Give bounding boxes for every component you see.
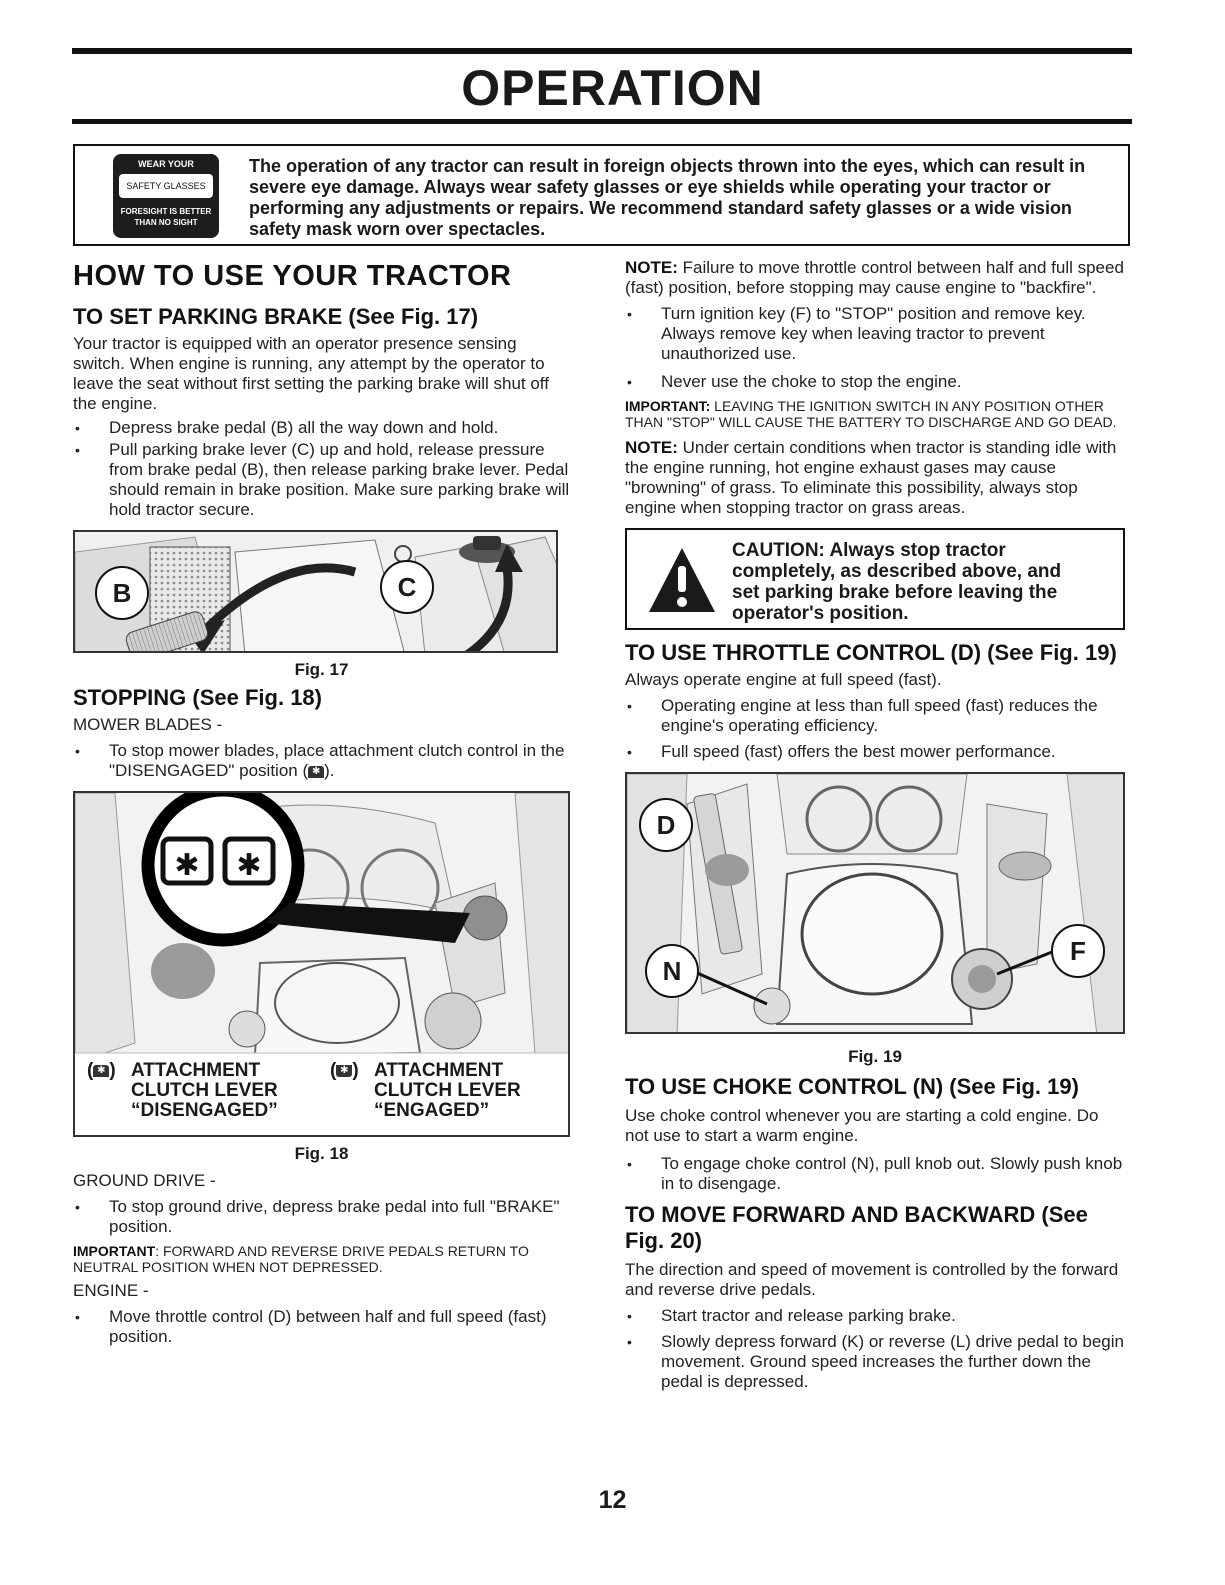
safety-warning-box	[73, 144, 1130, 246]
disengaged-legend	[87, 1061, 317, 1121]
engine-label: ENGINE -	[73, 1281, 149, 1300]
throttle-intro: Always operate engine at full speed (fast).	[625, 670, 942, 689]
figure-18-attachment-clutch	[73, 791, 570, 1137]
choke-steps	[625, 1154, 1125, 1194]
throttle-heading: TO USE THROTTLE CONTROL (D) (See Fig. 19)	[625, 640, 1117, 665]
safety-icon-bottom-text	[113, 206, 219, 228]
note-text: Failure to move throttle control between half and full speed (fast) position, before stopping may cause engine to "backfire".	[625, 258, 1124, 297]
figure-17-caption: Fig. 17	[294, 660, 349, 679]
list-item: • Pull parking brake lever (C) up and hold, release pressure from brake pedal (B), then release parking brake lever. Pedal should remain in brake position. Make sure parking brake will hold tractor secure.	[73, 440, 570, 520]
mower-blades-step-end: ).	[324, 761, 335, 780]
note-label: NOTE:	[625, 438, 678, 457]
safety-icon-bottom-line-1: FORESIGHT IS BETTER	[120, 207, 212, 216]
throttle-steps	[625, 696, 1125, 762]
callout-b: B	[95, 566, 149, 620]
note-text: Under certain conditions when tractor is standing idle with the engine running, hot engine exhaust gases may cause "browning" of grass. To eliminate this possibility, always stop engine when stopping tractor on grass areas.	[625, 438, 1117, 517]
disengaged-legend-line-2: CLUTCH LEVER	[131, 1080, 278, 1101]
ground-drive-important	[73, 1243, 570, 1275]
move-intro: The direction and speed of movement is controlled by the forward and reverse drive pedals.	[625, 1260, 1119, 1299]
stopping-heading: STOPPING (See Fig. 18)	[73, 685, 322, 710]
note-label: NOTE:	[625, 258, 678, 277]
list-item: • Slowly depress forward (K) or reverse (L) drive pedal to begin movement. Ground speed increases the further down the pedal is depressed.	[625, 1332, 1125, 1392]
list-item: • Turn ignition key (F) to "STOP" position and remove key. Always remove key when leaving tractor to prevent unauthorized use.	[625, 304, 1125, 364]
ignition-steps	[625, 304, 1125, 392]
page-title: OPERATION	[461, 60, 764, 116]
safety-icon-bottom-line-2: THAN NO SIGHT	[134, 218, 198, 227]
figure-17-parking-brake	[73, 530, 558, 653]
engine-steps	[73, 1307, 570, 1347]
list-item: • Move throttle control (D) between half and full speed (fast) position.	[73, 1307, 570, 1347]
parking-brake-heading: TO SET PARKING BRAKE (See Fig. 17)	[73, 304, 479, 329]
engaged-legend-line-1: ATTACHMENT	[374, 1060, 504, 1081]
ignition-important	[625, 398, 1125, 430]
safety-icon-top-text: WEAR YOUR	[138, 159, 194, 169]
warning-triangle-icon	[647, 546, 717, 616]
choke-intro: Use choke control whenever you are starting a cold engine. Do not use to start a warm engine.	[625, 1106, 1099, 1145]
safety-icon-middle-text: SAFETY GLASSES	[119, 174, 213, 198]
engaged-legend-line-2: CLUTCH LEVER	[374, 1080, 521, 1101]
list-item: • To stop ground drive, depress brake pedal into full "BRAKE" position.	[73, 1197, 570, 1237]
mower-blades-step-text: To stop mower blades, place attachment clutch control in the "DISENGAGED" position (	[109, 741, 565, 780]
list-item	[73, 741, 570, 781]
list-item: • To engage choke control (N), pull knob out. Slowly push knob in to disengage.	[625, 1154, 1125, 1194]
list-item: • Depress brake pedal (B) all the way down and hold.	[73, 418, 570, 438]
svg-text:✱: ✱	[236, 848, 262, 883]
header-rule-top	[72, 48, 1132, 54]
move-heading: TO MOVE FORWARD AND BACKWARD (See Fig. 20)	[625, 1202, 1088, 1253]
callout-f: F	[1051, 924, 1105, 978]
important-label: IMPORTANT:	[625, 398, 711, 414]
engaged-legend-icon: ( ✱ )	[330, 1060, 359, 1081]
section-title: HOW TO USE YOUR TRACTOR	[73, 260, 512, 292]
caution-box	[625, 528, 1125, 630]
right-column	[625, 258, 1125, 1392]
safety-glasses-icon	[113, 154, 219, 238]
figure-19-caption: Fig. 19	[848, 1047, 902, 1066]
important-text: : FORWARD AND REVERSE DRIVE PEDALS RETURN TO NEUTRAL POSITION WHEN NOT DEPRESSED.	[73, 1243, 529, 1275]
disengaged-legend-line-3: “DISENGAGED”	[131, 1100, 278, 1121]
mower-blades-label: MOWER BLADES -	[73, 715, 223, 734]
important-text: LEAVING THE IGNITION SWITCH IN ANY POSITION OTHER THAN "STOP" WILL CAUSE THE BATTERY TO DISCHARGE AND GO DEAD.	[625, 398, 1117, 430]
left-column	[73, 258, 570, 1347]
figure-19-illustration	[627, 774, 1125, 1034]
browning-note	[625, 438, 1125, 518]
ground-drive-steps	[73, 1197, 570, 1237]
callout-n: N	[645, 944, 699, 998]
safety-warning-text: The operation of any tractor can result in foreign objects thrown into the eyes, which can result in severe eye damage. Always wear safety glasses or eye shields while operating your tractor or performing any adjustments or repairs. We recommend standard safety glasses or a wide vision safety mask worn over spectacles.	[249, 156, 1086, 239]
list-item: • Operating engine at less than full speed (fast) reduces the engine's operating efficiency.	[625, 696, 1125, 736]
move-steps	[625, 1306, 1125, 1392]
disengaged-legend-icon: ( ✱ )	[87, 1060, 116, 1081]
figure-19-controls	[625, 772, 1125, 1034]
parking-brake-steps	[73, 418, 570, 520]
engaged-legend-line-3: “ENGAGED”	[374, 1100, 490, 1121]
backfire-note	[625, 258, 1125, 298]
callout-c: C	[380, 560, 434, 614]
svg-text:✱: ✱	[174, 848, 200, 883]
important-label: IMPORTANT	[73, 1243, 156, 1259]
disengaged-symbol-icon: ✱	[308, 766, 324, 778]
engaged-legend	[330, 1061, 565, 1121]
list-item: • Full speed (fast) offers the best mower performance.	[625, 742, 1125, 762]
parking-brake-intro: Your tractor is equipped with an operator presence sensing switch. When engine is running, any attempt by the operator to leave the seat without first setting the parking brake will shut off the engine.	[73, 334, 549, 413]
caution-text: CAUTION: Always stop tractor completely, as described above, and set parking brake before leaving the operator's position.	[732, 540, 1062, 624]
page-number: 12	[598, 1486, 627, 1514]
ground-drive-label: GROUND DRIVE -	[73, 1171, 216, 1190]
list-item: • Never use the choke to stop the engine.	[625, 372, 1125, 392]
header-rule-bottom	[72, 119, 1132, 124]
figure-18-caption: Fig. 18	[294, 1144, 349, 1163]
disengaged-legend-line-1: ATTACHMENT	[131, 1060, 261, 1081]
callout-d: D	[639, 798, 693, 852]
list-item: • Start tractor and release parking brake.	[625, 1306, 1125, 1326]
mower-blades-steps	[73, 741, 570, 781]
choke-heading: TO USE CHOKE CONTROL (N) (See Fig. 19)	[625, 1074, 1079, 1099]
